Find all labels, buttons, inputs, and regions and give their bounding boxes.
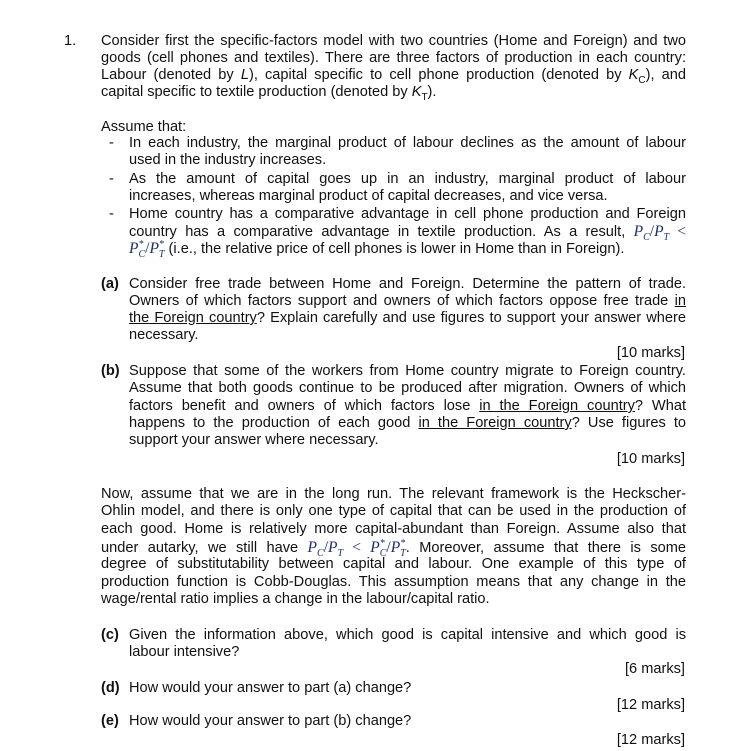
bullet-line: In each industry, the marginal product of labour declines as the amount of labour — [129, 135, 686, 151]
intro-line: goods (cell phones and textiles). There are three factors of production in each country: — [101, 50, 686, 66]
part-b-label: (b) — [101, 363, 120, 379]
assume-heading: Assume that: — [101, 119, 187, 135]
longrun-line: wage/rental ratio implies a change in the labour/capital ratio. — [101, 591, 490, 607]
math-foreign-price-ratio: $P^*_C/P^*_T$ — [129, 238, 165, 261]
part-e-label: (e) — [101, 713, 119, 729]
intro-line: Labour (denoted by L), capital specific to cell phone production (denoted by $K_C$), and — [101, 67, 686, 84]
longrun-line: under autarky, we still have $P_C/P_T < P^*_C/P^*_T$. Moreover, assume that there is some — [101, 539, 686, 556]
part-a-line: Consider free trade between Home and Foreign. Determine the pattern of trade. — [129, 276, 686, 292]
bullet-line: country has a comparative advantage in textile production. As a result, $P_C/P_T$ < — [129, 223, 686, 240]
bullet-line: $P^*_C/P^*_T$ (i.e., the relative price of cell phones is lower in Home than in Foreign). — [129, 238, 625, 261]
longrun-line: Ohlin model, and there is only one type of capital that can be used in the production of — [101, 503, 686, 519]
part-b-line: Suppose that some of the workers from Home country migrate to Foreign country. — [129, 363, 686, 379]
part-b-line: happens to the production of each good in the Foreign country? Use figures to — [129, 415, 686, 431]
part-d-text: How would your answer to part (a) change? — [129, 680, 412, 696]
part-b-line: support your answer where necessary. — [129, 432, 379, 448]
part-e-text: How would your answer to part (b) change? — [129, 713, 412, 729]
part-b-line: Assume that both goods continue to be produced after migration. Owners of which — [129, 380, 686, 396]
bullet-dash: - — [109, 135, 114, 151]
part-d-marks: [12 marks] — [616, 697, 685, 713]
part-a-marks: [10 marks] — [616, 345, 685, 361]
bullet-line: used in the industry increases. — [129, 152, 327, 168]
longrun-line: each good. Home is relatively more capital-abundant than Foreign. Assume also that — [101, 521, 686, 537]
part-d-label: (d) — [101, 680, 120, 696]
bullet-line: As the amount of capital goes up in an industry, marginal product of labour — [129, 171, 686, 187]
bullet-dash: - — [109, 206, 114, 222]
part-c-line: Given the information above, which good is capital intensive and which good is — [129, 627, 686, 643]
intro-line: capital specific to textile production (denoted by $K_T$). — [101, 84, 437, 103]
part-a-line: the Foreign country? Explain carefully and use figures to support your answer where — [129, 310, 686, 326]
intro-line: Consider first the specific-factors model with two countries (Home and Foreign) and two — [101, 33, 686, 49]
part-e-marks: [12 marks] — [616, 732, 685, 748]
bullet-dash: - — [109, 171, 114, 187]
question-number: 1. — [64, 33, 77, 49]
math-autarky-ratio: $P_C/P_T < P^*_C/P^*_T$ — [307, 539, 406, 556]
part-b-line: factors benefit and owners of which factors lose in the Foreign country? What — [129, 398, 686, 414]
longrun-line: Now, assume that we are in the long run. The relevant framework is the Heckscher- — [101, 486, 686, 502]
part-c-line: labour intensive? — [129, 644, 240, 660]
part-b-marks: [10 marks] — [616, 451, 685, 467]
part-a-line: Owners of which factors support and owners of which factors oppose free trade in — [129, 293, 686, 309]
part-a-label: (a) — [101, 276, 119, 292]
longrun-line: production function is Cobb-Douglas. This assumption means that any change in the — [101, 574, 686, 590]
longrun-line: degree of substitutability between capital and labour. One example of this type of — [101, 556, 686, 572]
math-price-ratio: $P_C/P_T$ < — [633, 223, 686, 240]
bullet-line: Home country has a comparative advantage in cell phone production and Foreign — [129, 206, 686, 222]
part-c-marks: [6 marks] — [624, 661, 685, 677]
bullet-line: increases, whereas marginal product of capital decreases, and vice versa. — [129, 188, 608, 204]
part-a-line: necessary. — [129, 327, 199, 343]
part-c-label: (c) — [101, 627, 119, 643]
